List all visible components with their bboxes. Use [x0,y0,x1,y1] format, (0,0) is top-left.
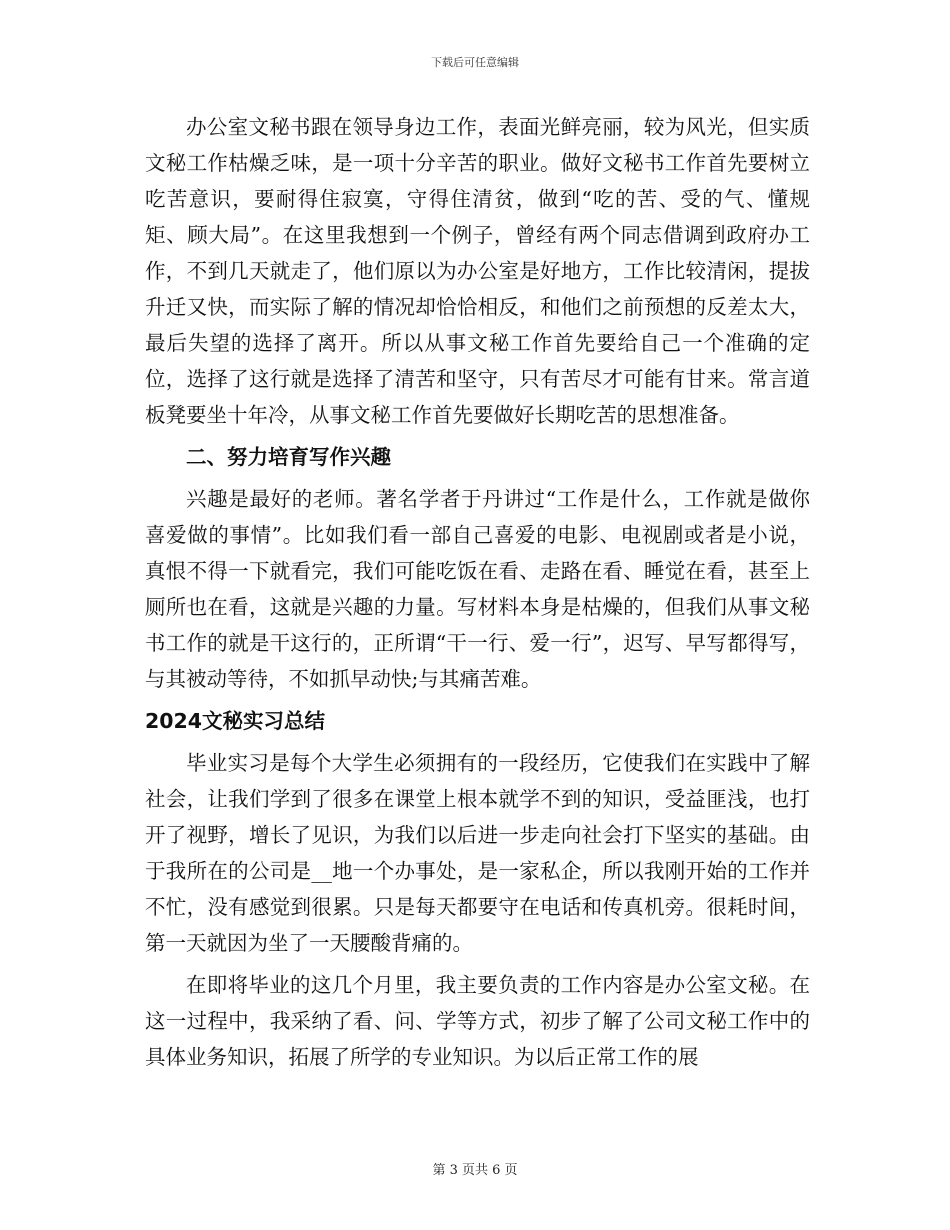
section-heading: 二、努力培育写作兴趣 [186,445,391,469]
document-title: 2024文秘实习总结 [145,709,326,733]
page-number: 第 3 页共 6 页 [432,1163,518,1178]
paragraph: 毕业实习是每个大学生必须拥有的一段经历，它使我们在实践中了解社会，让我们学到了很多在课堂上根本就学不到的知识，受益匪浅，也打开了视野，增长了见识，为我们以后进一步走向社会打下坚实的基础。由于我所在的公司是__地一个办事处，是一家私企，所以我刚开始的工作并不忙，没有感觉到很累。只是每天都要守在电话和传真机旁。很耗时间，第一天就因为坐了一天腰酸背痛的。 [145,751,810,955]
paragraph: 兴趣是最好的老师。著名学者于丹讲过“工作是什么，工作就是做你喜爱做的事情”。比如我们看一部自己喜爱的电影、电视剧或者是小说，真恨不得一下就看完，我们可能吃饭在看、走路在看、睡觉在看，甚至上厕所也在看，这就是兴趣的力量。写材料本身是枯燥的，但我们从事文秘书工作的就是干这行的，正所谓“干一行、爱一行”，迟写、早写都得写，与其被动等待，不如抓早动快;与其痛苦难。 [145,487,810,691]
paragraph: 办公室文秘书跟在领导身边工作，表面光鲜亮丽，较为风光，但实质文秘工作枯燥乏味，是一项十分辛苦的职业。做好文秘书工作首先要树立吃苦意识，要耐得住寂寞，守得住清贫，做到“吃的苦、受的气、懂规矩、顾大局”。在这里我想到一个例子，曾经有两个同志借调到政府办工作，不到几天就走了，他们原以为办公室是好地方，工作比较清闲，提拔升迁又快，而实际了解的情况却恰恰相反，和他们之前预想的反差太大，最后失望的选择了离开。所以从事文秘工作首先要给自己一个准确的定位，选择了这行就是选择了清苦和坚守，只有苦尽才可能有甘来。常言道板凳要坐十年冷，从事文秘工作首先要做好长期吃苦的思想准备。 [145,115,810,427]
document-body [145,109,810,1075]
header-note: 下载后可任意编辑 [431,56,519,69]
paragraph: 在即将毕业的这几个月里，我主要负责的工作内容是办公室文秘。在这一过程中，我采纳了看、问、学等方式，初步了解了公司文秘工作中的具体业务知识，拓展了所学的专业知识。为以后正常工作的展 [145,973,810,1069]
